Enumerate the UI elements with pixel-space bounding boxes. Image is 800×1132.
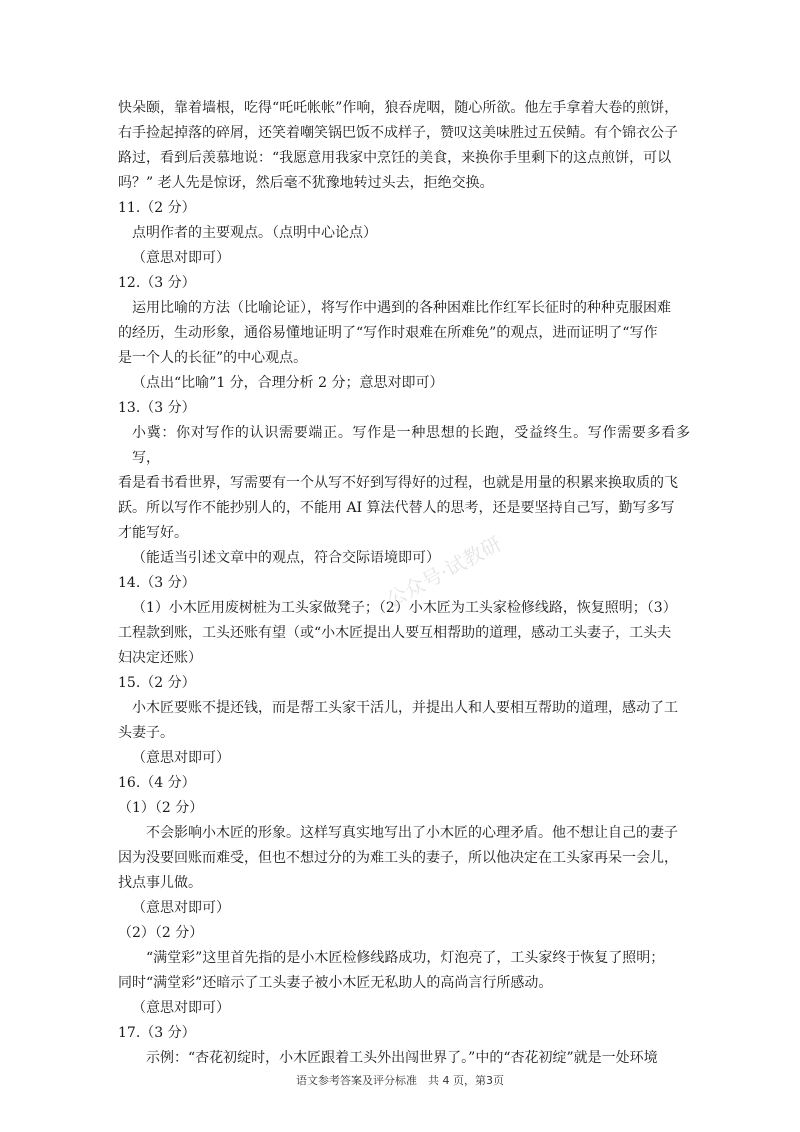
question-label: 15.（2 分） bbox=[118, 675, 196, 691]
question-17 bbox=[118, 1021, 690, 1071]
scoring-note: （能适当引述文章中的观点，符合交际语境即可） bbox=[132, 550, 440, 566]
question-label: 17.（3 分） bbox=[118, 1025, 196, 1041]
story-line: 路过，看到后羡慕地说：“我愿意用我家中烹饪的美食，来换你手里剩下的这点煎饼，可以 bbox=[118, 150, 672, 166]
question-16 bbox=[118, 771, 690, 1021]
answer-line: 是一个人的长征”的中心观点。 bbox=[118, 350, 308, 366]
scoring-note: （意思对即可） bbox=[132, 250, 230, 266]
sub-question-label: （2）（2 分） bbox=[118, 925, 204, 941]
story-line: 吗？” 老人先是惊讶，然后毫不犹豫地转过头去，拒绝交换。 bbox=[118, 175, 494, 191]
answer-line: 示例：“杏花初绽时，小木匠跟着工头外出闯世界了。”中的“杏花初绽”就是一处环境 bbox=[146, 1050, 658, 1066]
question-13 bbox=[118, 396, 690, 571]
scoring-note: （意思对即可） bbox=[132, 750, 230, 766]
answer-line: （1）小木匠用废树桩为工头家做凳子；（2）小木匠为工头家检修线路，恢复照明；（3） bbox=[132, 600, 677, 616]
story-excerpt bbox=[118, 96, 690, 196]
page-footer: 语文参考答案及评分标准 共 4 页，第3页 bbox=[296, 1074, 504, 1087]
question-11 bbox=[118, 196, 690, 271]
answer-line: 同时“满堂彩”还暗示了工头妻子被小木匠无私助人的高尚言行所感动。 bbox=[118, 975, 553, 991]
answer-line: 小冀：你对写作的认识需要端正。写作是一种思想的长跑，受益终生。写作需要多看多写， bbox=[132, 425, 690, 466]
scoring-note: （意思对即可） bbox=[132, 900, 230, 916]
watermark-text: 公众号·试教研 bbox=[382, 531, 506, 613]
answer-line: 找点事儿做。 bbox=[118, 875, 202, 891]
question-label: 16.（4 分） bbox=[118, 775, 196, 791]
answer-line: 头妻子。 bbox=[118, 725, 174, 741]
answer-line: 才能写好。 bbox=[118, 525, 188, 541]
question-label: 12.（3 分） bbox=[118, 275, 196, 291]
story-line: 快朵颐，靠着墙根，吃得“吒吒帐帐”作响，狼吞虎咽，随心所欲。他左手拿着大卷的煎饼， bbox=[118, 100, 679, 116]
answer-line: 点明作者的主要观点。（点明中心论点） bbox=[132, 225, 377, 241]
answer-line: 小木匠要账不提还钱，而是帮工头家干活儿，并提出人和人要相互帮助的道理，感动了工 bbox=[132, 700, 678, 716]
question-label: 11.（2 分） bbox=[118, 200, 196, 216]
question-15 bbox=[118, 671, 690, 771]
answer-line: 运用比喻的方法（比喻论证），将写作中遇到的各种困难比作红军长征时的种种克服困难 bbox=[132, 300, 671, 316]
answer-line: 的经历，生动形象，通俗易懂地证明了“写作时艰难在所难免”的观点，进而证明了“写作 bbox=[118, 325, 658, 341]
question-label: 14.（3 分） bbox=[118, 575, 196, 591]
answer-line: “满堂彩”这里首先指的是小木匠检修线路成功，灯泡亮了，工头家终于恢复了照明； bbox=[146, 950, 665, 966]
story-line: 右手捡起掉落的碎屑，还笑着嘲笑锅巴饭不成样子，赞叹这美味胜过五侯鲭。有个锦衣公子 bbox=[118, 125, 678, 141]
question-label: 13.（3 分） bbox=[118, 400, 196, 416]
sub-question-label: （1）（2 分） bbox=[118, 800, 204, 816]
question-12 bbox=[118, 271, 690, 396]
answer-line: 跃。所以写作不能抄别人的，不能用 AI 算法代替人的思考，还是要坚持自己写，勤写多写 bbox=[118, 500, 675, 516]
answer-line: 看是看书看世界，写需要有一个从写不好到写得好的过程，也就是用量的积累来换取质的飞 bbox=[118, 475, 678, 491]
scoring-note: （点出“比喻”1 分，合理分析 2 分；意思对即可） bbox=[132, 375, 444, 391]
answer-line: 不会影响小木匠的形象。这样写真实地写出了小木匠的心理矛盾。他不想让自己的妻子 bbox=[146, 825, 678, 841]
scoring-note: （意思对即可） bbox=[132, 1000, 230, 1016]
answer-line: 工程款到账，工头还账有望（或“小木匠提出人要互相帮助的道理，感动工头妻子，工头夫 bbox=[118, 625, 672, 641]
answer-line: 妇决定还账） bbox=[118, 650, 202, 666]
answer-line: 因为没要回账而难受，但也不想过分的为难工头的妻子，所以他决定在工头家再呆一会儿， bbox=[118, 850, 678, 866]
